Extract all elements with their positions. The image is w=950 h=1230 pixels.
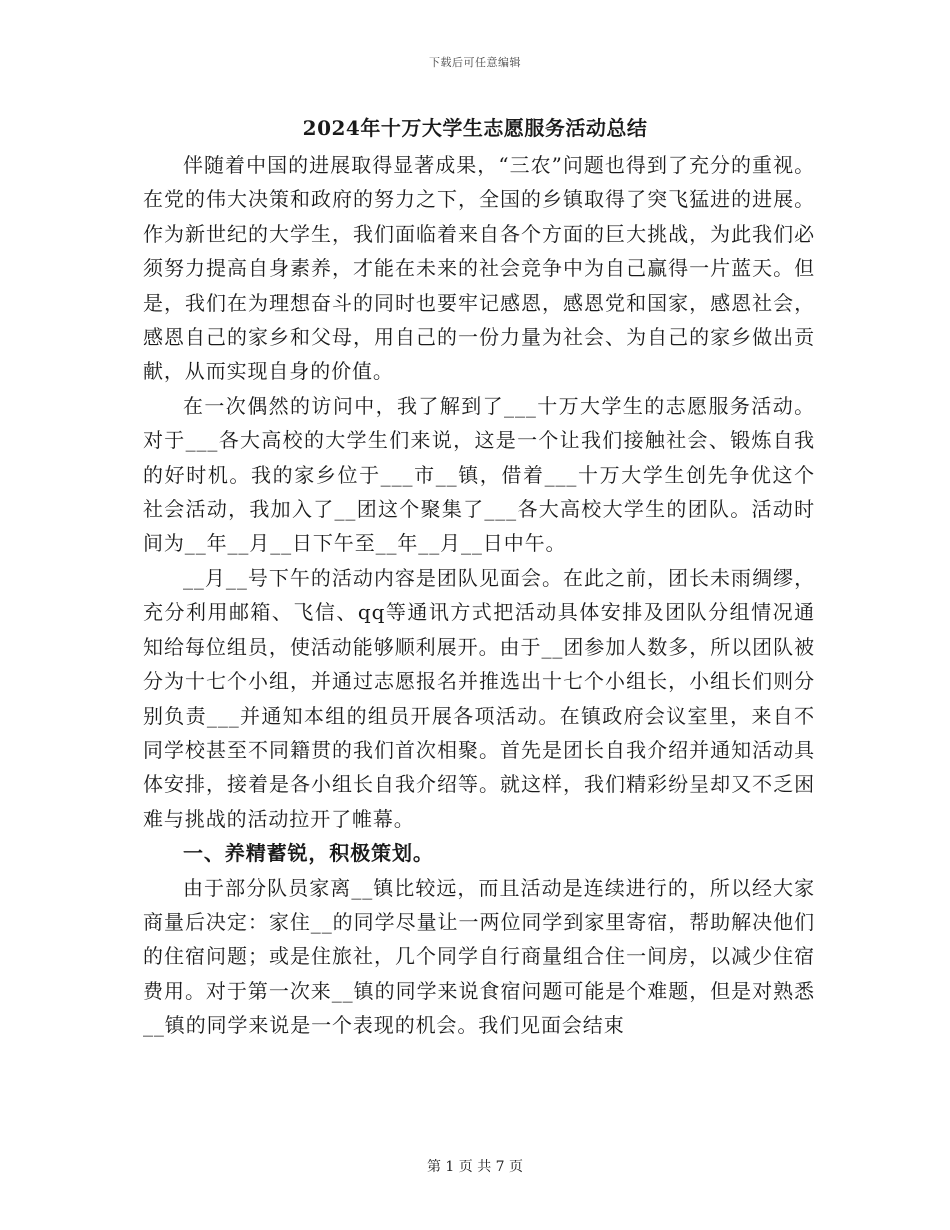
paragraph-activity-info: 在一次偶然的访问中，我了解到了___十万大学生的志愿服务活动。对于___各大高校的大学生们来说，这是一个让我们接触社会、锻炼自我的好时机。我的家乡位于___市__镇，借着___十万大学生创先争优这个社会活动，我加入了__团这个聚集了___各大高校大学生的团队。活动时间为__年__月__日下午至__年__月__日中午。 xyxy=(143,393,815,556)
paragraph-team-meeting: __月__号下午的活动内容是团队见面会。在此之前，团长未雨绸缪，充分利用邮箱、飞信、qq等通讯方式把活动具体安排及团队分组情况通知给每位组员，使活动能够顺利展开。由于__团参加人数多，所以团队被分为十七个小组，并通过志愿报名并推选出十七个小组长，小组长们则分别负责___并通知本组的组员开展各项活动。在镇政府会议室里，来自不同学校甚至不同籍贯的我们首次相聚。首先是团长自我介绍并通知活动具体安排，接着是各小组长自我介绍等。就这样，我们精彩纷呈却又不乏困难与挑战的活动拉开了帷幕。 xyxy=(143,565,815,831)
paragraph-intro: 伴随着中国的进展取得显著成果，“三农”问题也得到了充分的重视。在党的伟大决策和政府的努力之下，全国的乡镇取得了突飞猛进的进展。作为新世纪的大学生，我们面临着来自各个方面的巨大挑战，为此我们必须努力提高自身素养，才能在未来的社会竞争中为自己赢得一片蓝天。但是，我们在为理想奋斗的同时也要牢记感恩，感恩党和国家，感恩社会，感恩自己的家乡和父母，用自己的一份力量为社会、为自己的家乡做出贡献，从而实现自身的价值。 xyxy=(143,153,815,384)
paragraph-section-1: 由于部分队员家离__镇比较远，而且活动是连续进行的，所以经大家商量后决定：家住__的同学尽量让一两位同学到家里寄宿，帮助解决他们的住宿问题；或是住旅社，几个同学自行商量组合住一间房，以减少住宿费用。对于第一次来__镇的同学来说食宿问题可能是个难题，但是对熟悉__镇的同学来说是一个表现的机会。我们见面会结束 xyxy=(143,875,815,1038)
page-title: 2024年十万大学生志愿服务活动总结 xyxy=(302,116,648,140)
section-heading-1: 一、养精蓄锐，积极策划。 xyxy=(183,841,434,866)
header-note: 下载后可任意编辑 xyxy=(429,56,521,69)
document-body xyxy=(143,148,815,1043)
page-number: 第 1 页 共 7 页 xyxy=(426,1159,524,1175)
